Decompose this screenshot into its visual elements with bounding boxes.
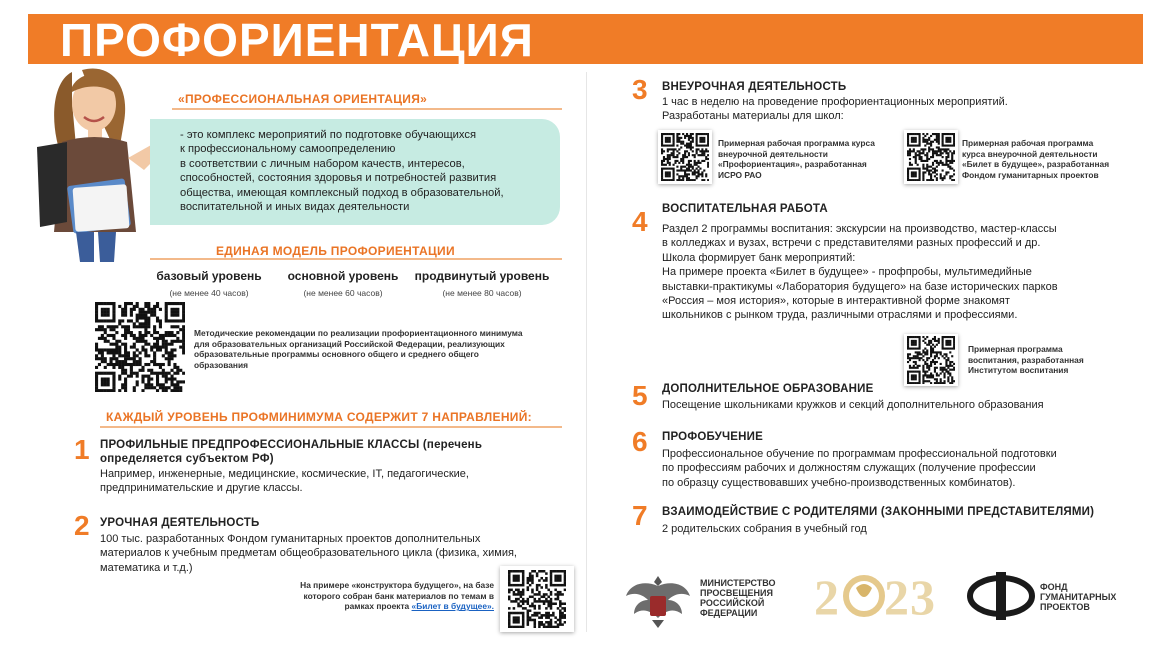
body-line: 100 тыс. разработанных Фондом гуманитарных проектов дополнительных (100, 533, 481, 545)
qr-card (500, 566, 574, 632)
body-line: Раздел 2 программы воспитания: экскурсии на производство, мастер-классы (662, 223, 1057, 235)
note-line: которого собран банк материалов по темам в (303, 590, 494, 601)
definition-heading: «ПРОФЕССИОНАЛЬНАЯ ОРИЕНТАЦИЯ» (178, 92, 428, 106)
definition-line: к профессиональному самоопределению (180, 143, 396, 156)
note-prefix: рамках проекта (344, 601, 412, 612)
item-title: УРОЧНАЯ ДЕЯТЕЛЬНОСТЬ (100, 517, 260, 529)
qr-code-icon[interactable] (907, 336, 955, 384)
item-body (662, 447, 1122, 490)
caption-line: Примерная рабочая программа курса (718, 138, 875, 148)
method-line: образования (194, 359, 249, 370)
item-body (100, 467, 570, 496)
model-underline (150, 258, 562, 260)
caption-line: Институтом воспитания (968, 365, 1069, 376)
svg-text:2: 2 (814, 569, 839, 625)
caption-line: воспитания, разработанная (968, 354, 1084, 365)
directions-underline (100, 426, 562, 428)
fund-line: ГУМАНИТАРНЫХ (1040, 592, 1117, 602)
svg-text:3: 3 (910, 569, 935, 625)
qr-code-icon[interactable] (95, 302, 185, 392)
qr-card (658, 130, 712, 184)
body-line: Например, инженерные, медицинские, космические, IT, педагогические, (100, 468, 469, 480)
caption-line: курса внеурочной деятельности (962, 148, 1098, 159)
qr-code-icon[interactable] (508, 570, 566, 628)
level-hours: (не менее 80 часов) (442, 288, 522, 298)
level-main (278, 269, 408, 298)
level-name: базовый уровень (156, 269, 262, 283)
qr-card (904, 130, 958, 184)
constructor-note (262, 580, 494, 612)
page-title: ПРОФОРИЕНТАЦИЯ (60, 14, 534, 66)
directions-heading: КАЖДЫЙ УРОВЕНЬ ПРОФМИНИМУМА СОДЕРЖИТ 7 НАПРАВЛЕНИЙ: (106, 410, 532, 424)
item-number: 6 (632, 426, 648, 457)
definition-line: - это комплекс мероприятий по подготовке обучающихся (180, 129, 477, 141)
method-line: Методические рекомендации по реализации профориентационного минимума (194, 328, 523, 338)
method-line: образовательные программы основного общего и среднего общего (194, 349, 479, 360)
level-basic (144, 269, 274, 298)
body-line: «Россия – моя история», которые в интерактивной форме знакомят (662, 295, 1010, 308)
ministry-line: МИНИСТЕРСТВО (700, 578, 776, 588)
note-line: На примере «конструктора будущего», на базе (300, 580, 494, 590)
qr-code-icon[interactable] (661, 133, 709, 181)
item-body (662, 222, 1122, 323)
caption-line: «Профориентация», разработанная (718, 159, 867, 170)
body-line: по профессиям рабочих и должностям служащих (получение профессии (662, 462, 1036, 475)
method-recommendations-text (194, 328, 574, 370)
body-line: предпринимательские и другие классы. (100, 482, 303, 495)
ministry-name (700, 578, 776, 618)
item-title: ДОПОЛНИТЕЛЬНОЕ ОБРАЗОВАНИЕ (662, 383, 874, 395)
item-body: Посещение школьниками кружков и секций дополнительного образования (662, 399, 1044, 411)
ministry-line: ФЕДЕРАЦИИ (700, 608, 758, 618)
header-banner (28, 14, 1143, 64)
ministry-line: РОССИЙСКОЙ (700, 598, 765, 608)
caption-line: внеурочной деятельности (718, 148, 828, 159)
body-line: 1 час в неделю на проведение профориентационных мероприятий. (662, 96, 1008, 108)
qr-caption (968, 344, 1138, 376)
note-line (262, 601, 494, 612)
ministry-line: ПРОСВЕЩЕНИЯ (700, 588, 773, 598)
caption-line: «Билет в будущее», разработанная (962, 159, 1110, 170)
item-number: 2 (74, 510, 90, 541)
definition-line: в соответствии с личным набором качеств, интересов, (180, 157, 465, 170)
body-line: Разработаны материалы для школ: (662, 110, 844, 123)
caption-line: Примерная программа (968, 344, 1063, 354)
definition-line: способностей, состояния здоровья и потребностей развития (180, 172, 497, 185)
level-name: основной уровень (287, 269, 399, 283)
level-name: продвинутый уровень (414, 269, 550, 283)
body-line: выставки-практикумы «Лаборатория будущего» на базе исторических парков (662, 280, 1058, 293)
fund-line: ПРОЕКТОВ (1040, 602, 1090, 612)
qr-caption (962, 138, 1137, 180)
bilet-link[interactable]: «Билет в будущее». (411, 601, 494, 612)
body-line: в колледжах и вузах, встречи с представителями разных профессий и др. (662, 237, 1041, 250)
definition-line: общества, имеющая комплексный подход в образовательной, (180, 186, 504, 199)
caption-line: Примерная рабочая программа (962, 138, 1094, 148)
fund-phi-logo (966, 570, 1036, 622)
qr-caption (718, 138, 903, 180)
fund-name (1040, 582, 1116, 612)
level-hours: (не менее 40 часов) (169, 288, 249, 298)
item-body: 2 родительских собрания в учебный год (662, 523, 867, 535)
item-number: 3 (632, 74, 648, 105)
item-title: ВОСПИТАТЕЛЬНАЯ РАБОТА (662, 203, 828, 215)
body-line: Профессиональное обучение по программам профессиональной подготовки (662, 448, 1057, 460)
fund-line: ФОНД (1040, 582, 1068, 592)
qr-card (904, 334, 958, 386)
item-title: ВНЕУРОЧНАЯ ДЕЯТЕЛЬНОСТЬ (662, 81, 847, 93)
svg-text:2: 2 (884, 569, 909, 625)
item-number: 1 (74, 434, 90, 465)
caption-line: ИСРО РАО (718, 169, 762, 180)
item-body (662, 95, 1132, 124)
item-title: ВЗАИМОДЕЙСТВИЕ С РОДИТЕЛЯМИ (ЗАКОННЫМИ ПРЕДСТАВИТЕЛЯМИ) (662, 506, 1095, 518)
body-line: по образцу существовавших учебно-производственных комбинатов). (662, 476, 1016, 489)
body-line: школьников с рынком труда, различными отраслями и профессиями. (662, 309, 1018, 322)
level-advanced (412, 269, 552, 298)
year-2023-logo (810, 566, 938, 628)
item-number: 4 (632, 206, 648, 237)
model-heading: ЕДИНАЯ МОДЕЛЬ ПРОФОРИЕНТАЦИИ (216, 244, 455, 258)
qr-code-icon[interactable] (907, 133, 955, 181)
item-title (100, 438, 570, 466)
body-line: Школа формирует банк мероприятий: (662, 251, 856, 264)
level-hours: (не менее 60 часов) (303, 288, 383, 298)
item-number: 7 (632, 500, 648, 531)
caption-line: Фондом гуманитарных проектов (962, 169, 1099, 180)
title-line: ПРОФИЛЬНЫЕ ПРЕДПРОФЕССИОНАЛЬНЫЕ КЛАССЫ (перечень (100, 439, 483, 451)
title-line: определяется субъектом РФ) (100, 453, 274, 465)
definition-text (180, 128, 555, 214)
ministry-emblem-icon (622, 570, 694, 630)
definition-line: воспитательной и иных видах деятельности (180, 201, 410, 214)
column-divider (586, 72, 587, 632)
item-number: 5 (632, 380, 648, 411)
method-line: для образовательных организаций Российской Федерации, реализующих (194, 338, 505, 349)
heading-underline (172, 108, 562, 110)
body-line: математика и т.д.) (100, 561, 193, 574)
item-title: ПРОФОБУЧЕНИЕ (662, 431, 764, 443)
body-line: материалов к учебным предметам общеобразовательного цикла (физика, химия, (100, 547, 517, 560)
body-line: На примере проекта «Билет в будущее» - профпробы, мультимедийные (662, 266, 1032, 279)
